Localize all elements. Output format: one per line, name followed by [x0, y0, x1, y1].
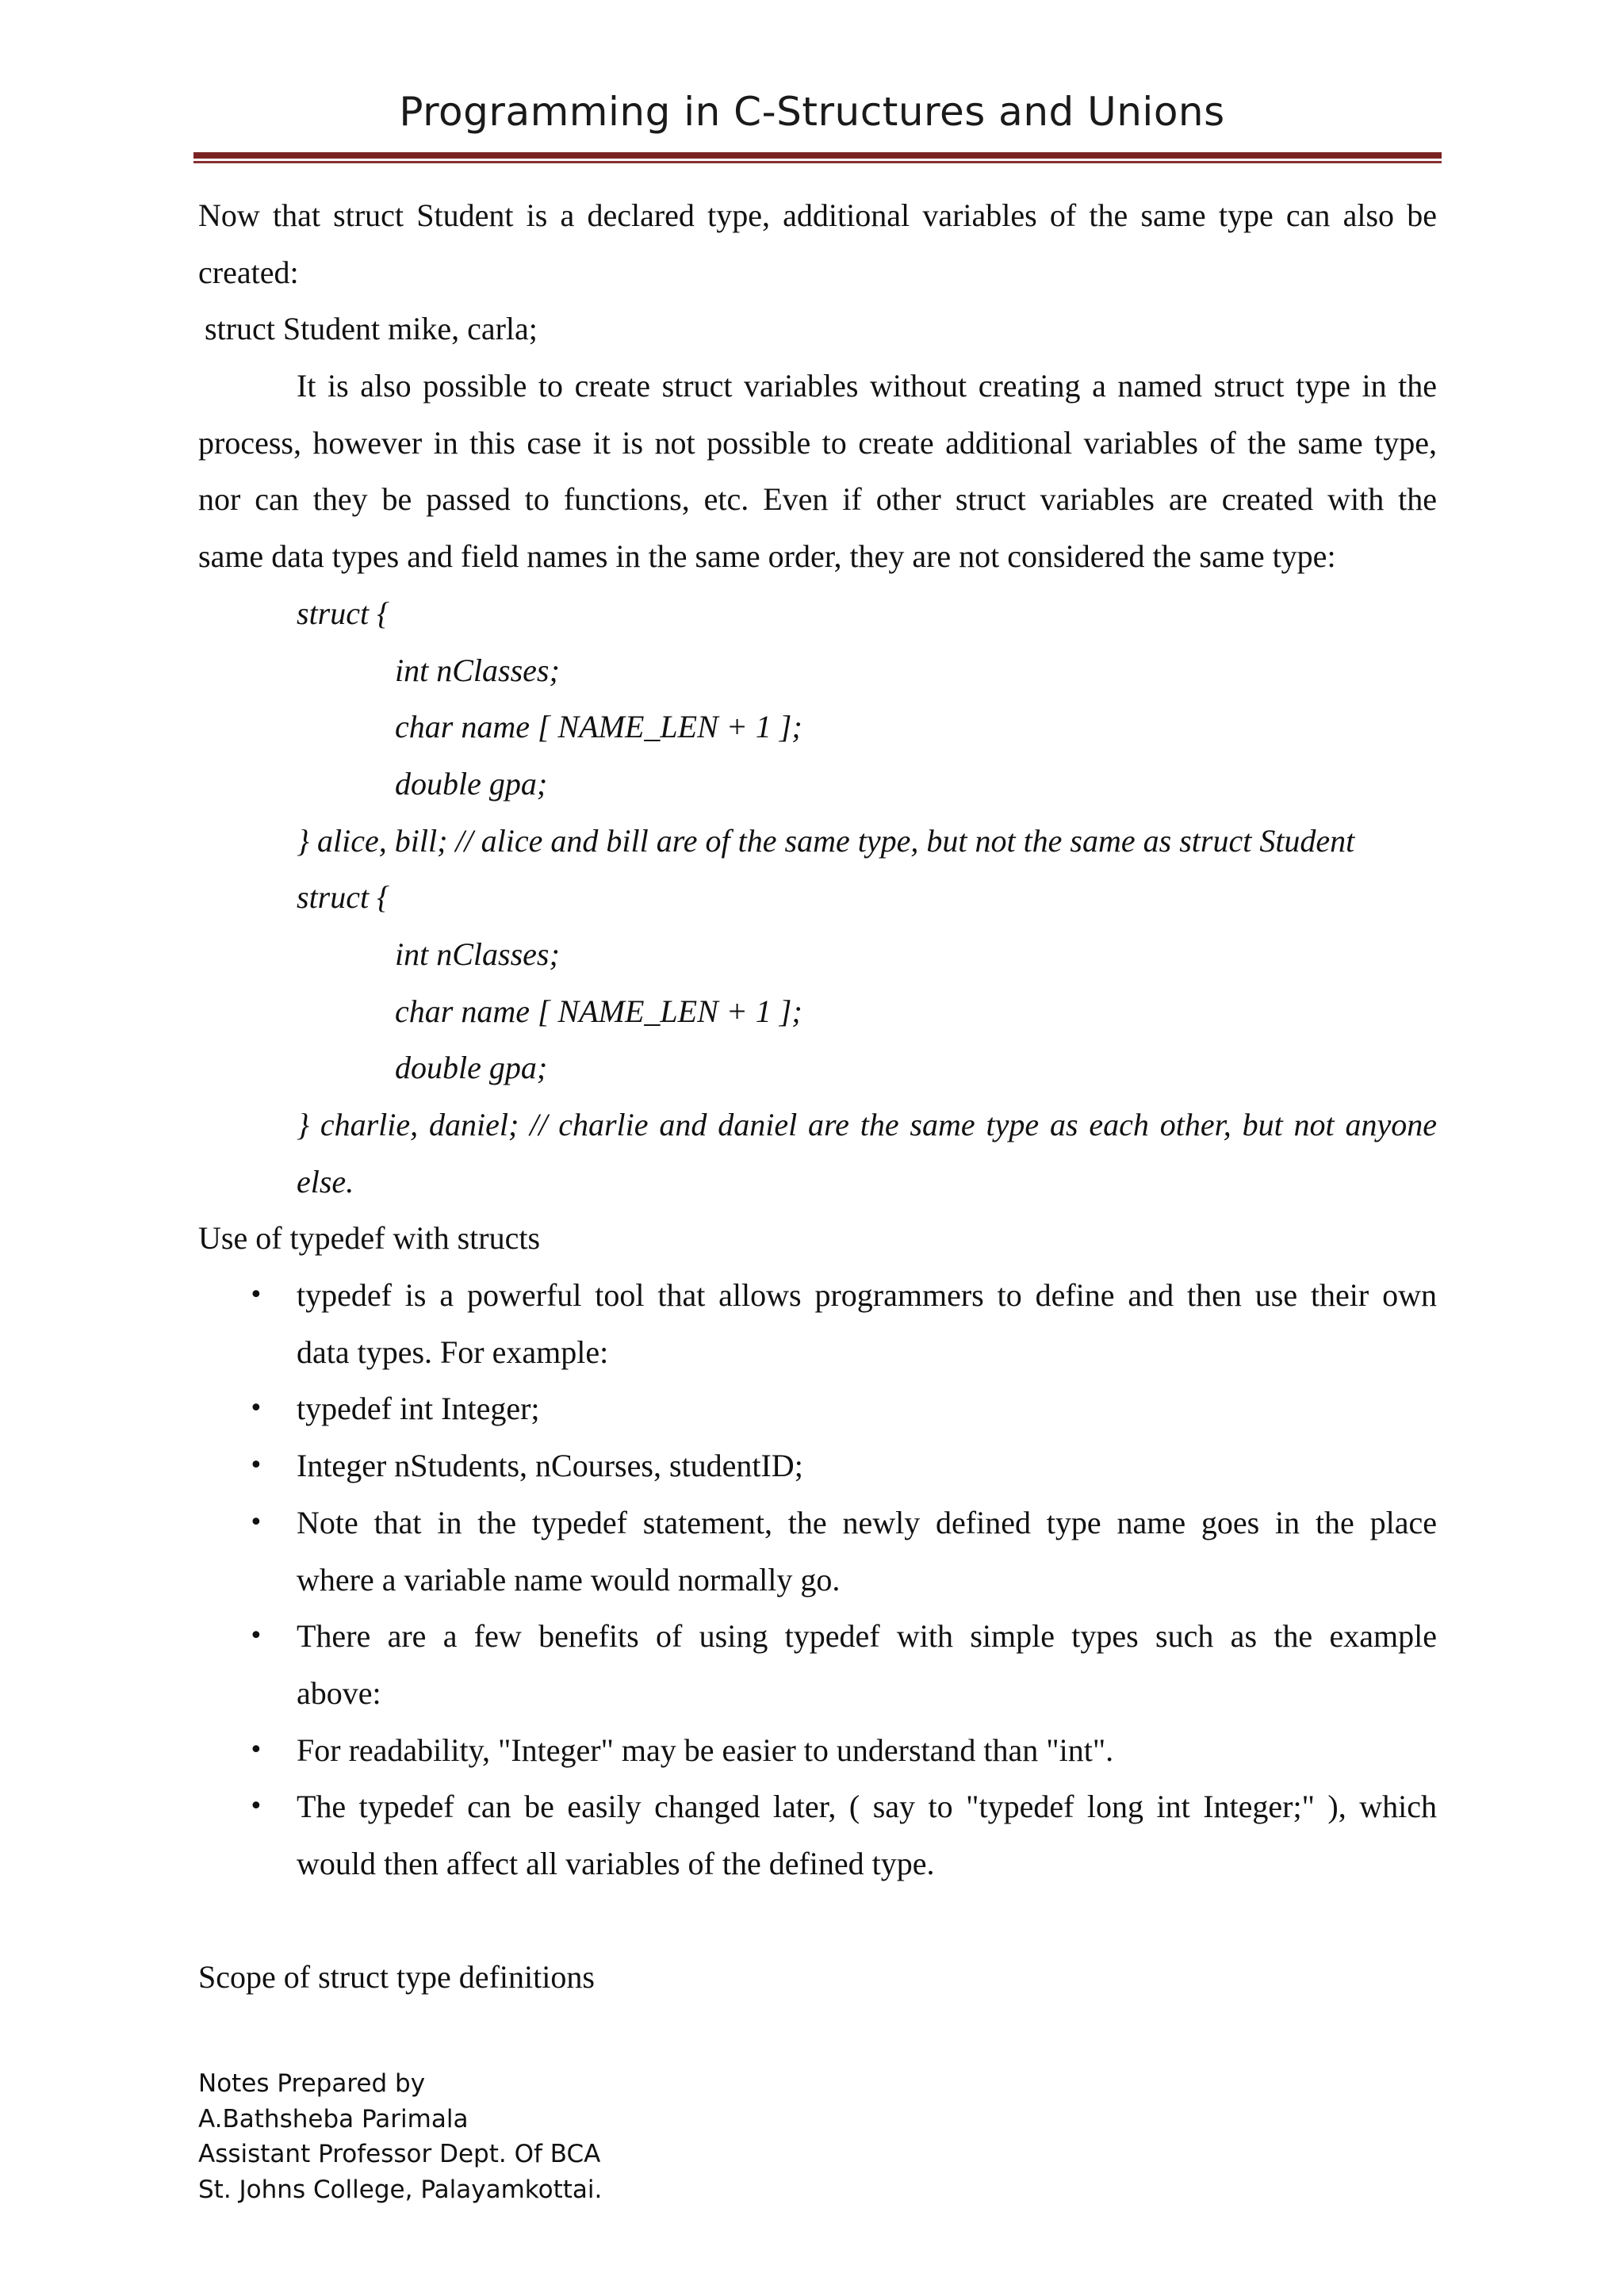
code1-field-3: double gpa;	[395, 765, 548, 802]
bullet-icon: •	[249, 1395, 263, 1423]
para2-line-2: process, however in this case it is not possible to create additional variables of the same type,	[198, 424, 1437, 461]
list-item: • Integer nStudents, nCourses, studentID;	[198, 1437, 1437, 1494]
document-body	[198, 187, 1437, 2006]
list-item: • Note that in the typedef statement, the newly defined type name goes in the place where a variable name would normally go.	[198, 1494, 1437, 1608]
typedef-bullet-list	[198, 1267, 1437, 1892]
code1-field-1: int nClasses;	[395, 652, 560, 688]
intro-line-2: created:	[198, 254, 299, 290]
code-block-1	[198, 585, 1437, 869]
section-heading-scope: Scope of struct type definitions	[198, 1959, 595, 1996]
header-rule-thin	[193, 161, 1442, 163]
list-item: • typedef is a powerful tool that allows programmers to define and then use their own data types. For example:	[198, 1267, 1437, 1380]
code2-field-1: int nClasses;	[395, 936, 560, 972]
bullet-icon: •	[249, 1281, 263, 1310]
footer-institution: St. Johns College, Palayamkottai.	[198, 2175, 603, 2204]
section-heading-typedef: Use of typedef with structs	[198, 1220, 541, 1257]
para2-line-4: same data types and field names in the same order, they are not considered the same type:	[198, 538, 1336, 575]
declaration-line: struct Student mike, carla;	[205, 311, 538, 347]
para2-line-1: It is also possible to create struct variables without creating a named struct type in the	[297, 368, 1437, 404]
code2-close-line-2: else.	[297, 1163, 354, 1200]
footer-line-1: Notes Prepared by	[198, 2069, 426, 2098]
list-item: • For readability, "Integer" may be easier to understand than "int".	[198, 1722, 1437, 1779]
bullet-icon: •	[249, 1735, 263, 1764]
list-item: • The typedef can be easily changed later, ( say to "typedef long int Integer;" ), which would then affect all variables of the defined type.	[198, 1778, 1437, 1892]
code2-open: struct {	[297, 879, 390, 916]
bullet-icon: •	[249, 1793, 263, 1821]
footer-author-name: A.Bathsheba Parimala	[198, 2104, 469, 2133]
code2-field-3: double gpa;	[395, 1050, 548, 1086]
list-item: • There are a few benefits of using typedef with simple types such as the example above:	[198, 1608, 1437, 1721]
spacer	[198, 1892, 1437, 1950]
bullet-icon: •	[249, 1508, 263, 1536]
code1-close: } alice, bill; // alice and bill are of the same type, but not the same as struct Student	[297, 822, 1355, 859]
footer-author-title: Assistant Professor Dept. Of BCA	[198, 2140, 601, 2168]
header-rule-thick	[193, 152, 1442, 159]
list-item: • typedef int Integer;	[198, 1380, 1437, 1437]
bullet-icon: •	[249, 1622, 263, 1651]
code2-close-line-1: } charlie, daniel; // charlie and daniel are the same type as each other, but not anyone	[297, 1107, 1437, 1142]
page-title: Programming in C-Structures and Unions	[399, 89, 1225, 135]
bullet-icon: •	[249, 1452, 263, 1480]
intro-line-1: Now that struct Student is a declared type, additional variables of the same type can also be	[198, 197, 1437, 233]
para2-line-3: nor can they be passed to functions, etc. Even if other struct variables are created with the	[198, 481, 1437, 518]
code-block-2	[198, 869, 1437, 1210]
author-footer	[198, 2066, 602, 2207]
code1-open: struct {	[297, 595, 390, 631]
code1-field-2: char name [ NAME_LEN + 1 ];	[395, 709, 802, 745]
code2-field-2: char name [ NAME_LEN + 1 ];	[395, 993, 802, 1029]
